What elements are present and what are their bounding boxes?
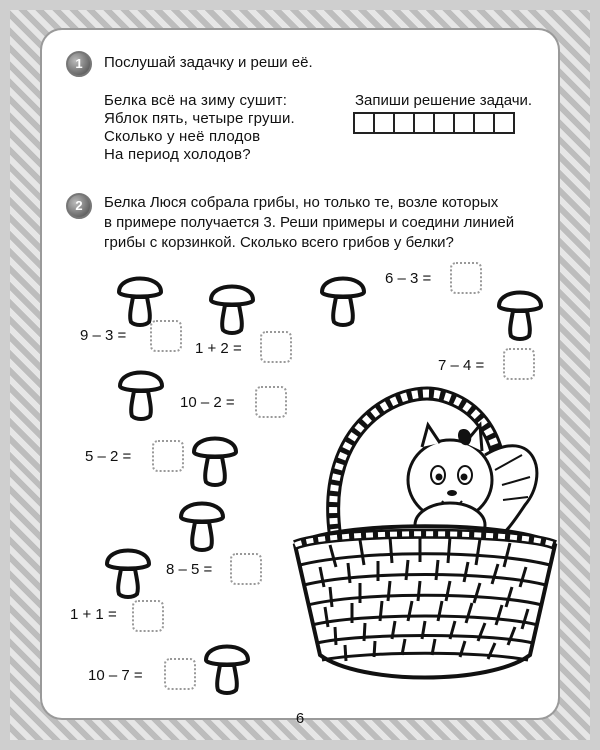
poem-line: Сколько у неё плодов [104,128,261,145]
answer-box[interactable] [132,600,164,632]
answer-cell[interactable] [493,112,515,134]
task-2-text-line: грибы с корзинкой. Сколько всего грибов у белки? [104,234,454,251]
answer-cell[interactable] [373,112,395,134]
task-2-text-line: Белка Люся собрала грибы, но только те, возле которых [104,194,499,211]
answer-cell[interactable] [353,112,375,134]
mushroom-icon[interactable] [177,493,227,553]
basket-with-squirrel-illustration[interactable] [290,385,560,700]
task-1-number-badge: 1 [66,51,92,77]
mushroom-icon[interactable] [190,428,240,488]
task-1-title: Послушай задачку и реши её. [104,54,313,71]
mushroom-icon[interactable] [495,282,545,342]
example: 1 + 2 = [195,340,242,357]
poem-line: На период холодов? [104,146,251,163]
answer-grid[interactable] [355,112,515,134]
page-number: 6 [295,710,305,727]
example: 8 – 5 = [166,561,213,578]
mushroom-icon[interactable] [115,268,165,328]
example: 9 – 3 = [80,327,127,344]
mushroom-icon[interactable] [202,636,252,696]
mushroom-icon[interactable] [103,540,153,600]
answer-cell[interactable] [413,112,435,134]
example: 1 + 1 = [70,606,117,623]
example: 10 – 2 = [180,394,235,411]
answer-cell[interactable] [453,112,475,134]
answer-cell[interactable] [433,112,455,134]
task-2-text-line: в примере получается 3. Реши примеры и соедини линией [104,214,515,231]
answer-box[interactable] [450,262,482,294]
answer-box[interactable] [260,331,292,363]
example: 6 – 3 = [385,270,432,287]
answer-box[interactable] [152,440,184,472]
task-2-number-badge: 2 [66,193,92,219]
answer-cell[interactable] [393,112,415,134]
example: 7 – 4 = [438,357,485,374]
poem-line: Белка всё на зиму сушит: [104,92,288,109]
mushroom-icon[interactable] [207,276,257,336]
answer-prompt: Запиши решение задачи. [355,92,533,109]
answer-box[interactable] [164,658,196,690]
answer-cell[interactable] [473,112,495,134]
mushroom-icon[interactable] [318,268,368,328]
answer-box[interactable] [230,553,262,585]
answer-box[interactable] [150,320,182,352]
answer-box[interactable] [255,386,287,418]
example: 5 – 2 = [85,448,132,465]
example: 10 – 7 = [88,667,143,684]
mushroom-icon[interactable] [116,362,166,422]
answer-box[interactable] [503,348,535,380]
poem-line: Яблок пять, четыре груши. [104,110,295,127]
